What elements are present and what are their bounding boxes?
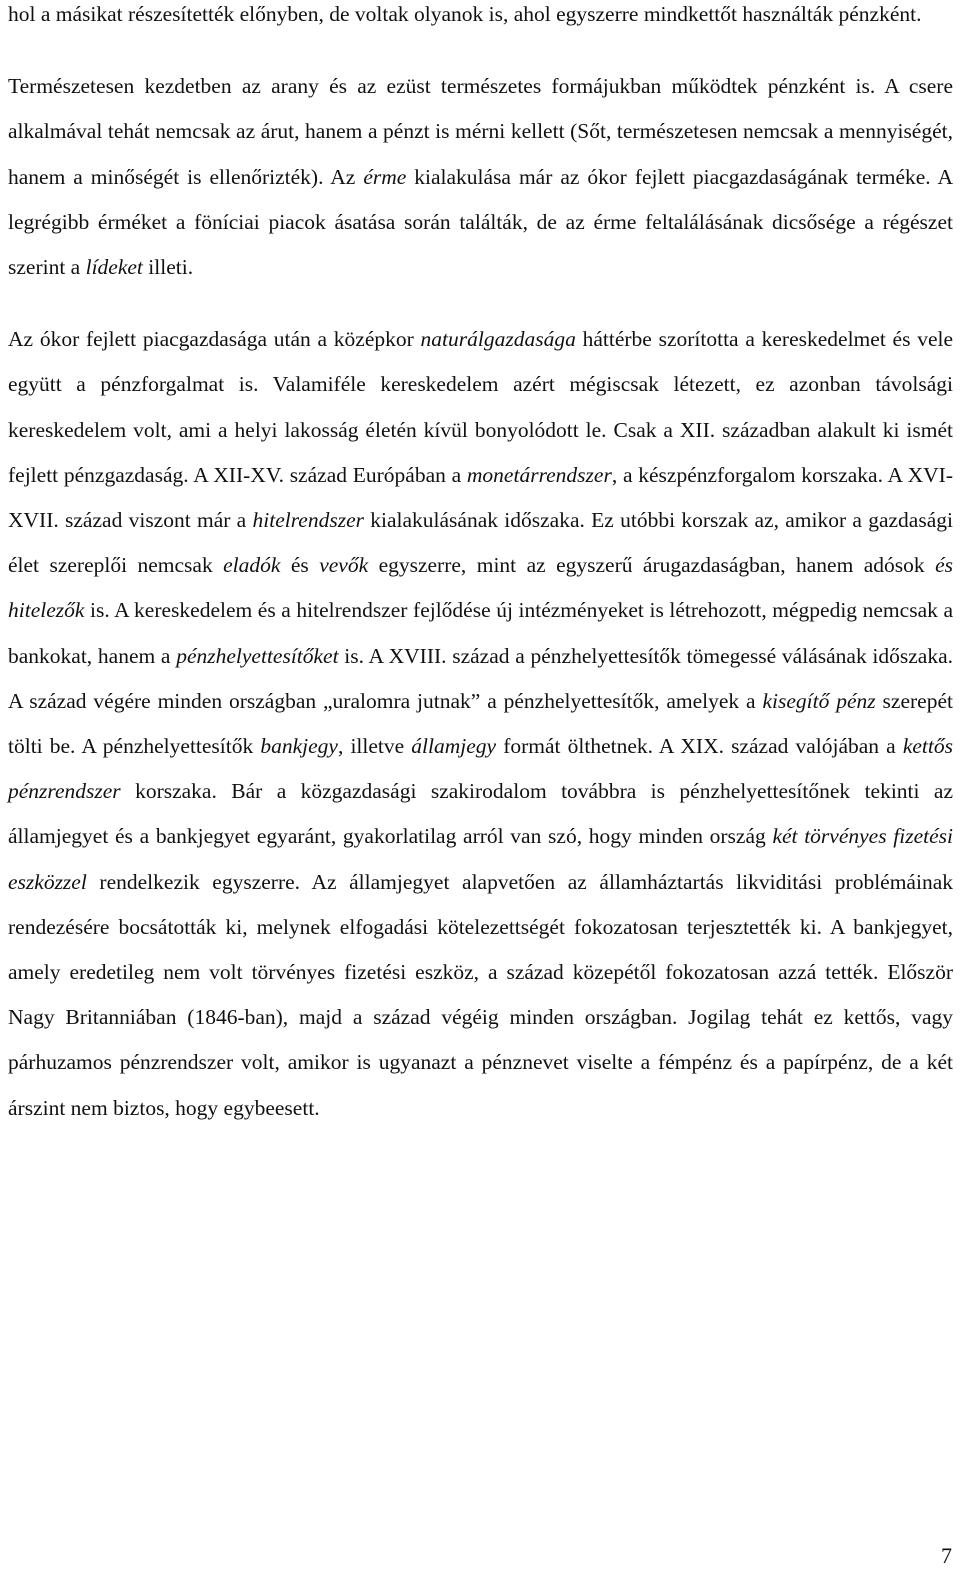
text-run: , illetve <box>337 734 412 759</box>
text-run: illeti. <box>142 255 194 280</box>
text-run: hol a másikat részesítették előnyben, de voltak olyanok is, ahol egyszerre mindkettőt használták pénzként. <box>8 2 922 26</box>
text-run: rendelkezik egyszerre. Az államjegyet alapvetően az államháztartás likviditási problémáinak rendezésére bocsátották ki, melynek elfogadási kötelezettségét fokozatosan terjesztették ki. A bankjegyet, amely eredetileg nem volt törvényes fizetési eszköz, a század közepétől fokozatosan azzá tették. Először Nagy Britanniában (1846-ban), majd a század végéig minden országban. Jogilag tehát ez kettős, vagy párhuzamos pénzrendszer volt, amikor is ugyanazt a pénznevet viselte a fémpénz és a papírpénz, de a két árszint nem biztos, hogy egybeesett. <box>8 869 953 1120</box>
text-run: korszaka. Bár a közgazdasági szakirodalom továbbra is pénzhelyettesítőnek tekinti az államjegyet és a bankjegyet egyaránt, gyakorlatilag arról van szó, hogy minden ország <box>8 779 953 849</box>
page-body <box>8 0 953 1131</box>
italic-run: kisegítő pénz <box>762 688 876 713</box>
text-run: kialakulásának időszaka. Ez utóbbi korszak az, amikor a gazdasági élet szereplői nemcsak <box>8 508 953 578</box>
text-run: , a készpénzforgalom korszaka. A XVI-XVII. század viszont már a <box>8 462 953 533</box>
text-run: is. A XVIII. század a pénzhelyettesítők tömegessé válásának időszaka. A század végére minden országban „uralomra jutnak” a pénzhelyettesítők, amelyek a <box>8 643 954 713</box>
italic-run: kettős pénzrendszer <box>8 734 953 804</box>
paragraph-2 <box>8 64 953 290</box>
text-run: háttérbe szorította a kereskedelmet és vele együtt a pénzforgalmat is. Valamiféle kereskedelem azért mégiscsak létezett, ez azonban távolsági kereskedelem volt, ami a helyi lakosság életén kívül bonyolódott le. Csak a XII. században alakult ki ismét fejlett pénzgazdaság. A XII-XV. század Európában a <box>8 327 953 487</box>
page-number: 7 <box>941 1543 952 1568</box>
paragraph-1 <box>8 0 953 37</box>
italic-run: bankjegy <box>260 734 338 759</box>
paragraph-gap <box>8 290 953 317</box>
paragraph-3 <box>8 317 953 1131</box>
text-run: szerepét tölti be. A pénzhelyettesítők <box>8 688 953 759</box>
italic-run: két törvényes fizetési eszközzel <box>8 824 953 894</box>
text-run: és <box>280 553 320 578</box>
italic-run: naturálgazdasága <box>420 327 576 352</box>
italic-run: vevők <box>319 553 369 578</box>
text-run: Természetesen kezdetben az arany és az ezüst természetes formájukban működtek pénzként is. A csere alkalmával tehát nemcsak az árut, hanem a pénzt is mérni kellett (Sőt, természetesen nemcsak a mennyiségét, hanem a minőségét is ellenőrizték). Az <box>8 74 953 189</box>
text-run: Az ókor fejlett piacgazdasága után a középkor <box>8 327 421 352</box>
italic-run: hitelrendszer <box>252 508 364 533</box>
italic-run: államjegy <box>411 734 497 759</box>
italic-run: pénzhelyettesítőket <box>176 643 339 668</box>
text-run: is. A kereskedelem és a hitelrendszer fejlődése új intézményeket is létrehozott, mégpedig nemcsak a bankokat, hanem a <box>8 598 953 668</box>
text-run: egyszerre, mint az egyszerű árugazdaságban, hanem adósok <box>368 553 936 578</box>
paragraph-gap <box>8 37 953 64</box>
text-run: formát ölthetnek. A XIX. század valójában a <box>496 734 903 759</box>
italic-run: eladók <box>223 553 281 578</box>
italic-run: és hitelezők <box>8 553 953 623</box>
italic-run: lídeket <box>85 255 143 280</box>
text-run: kialakulása már az ókor fejlett piacgazdaságának terméke. A legrégibb érméket a föníciai piacok ásatása során találták, de az érme feltalálásának dicsősége a régészet szerint a <box>8 164 953 280</box>
italic-run: érme <box>363 164 407 189</box>
italic-run: monetárrendszer <box>466 462 612 487</box>
